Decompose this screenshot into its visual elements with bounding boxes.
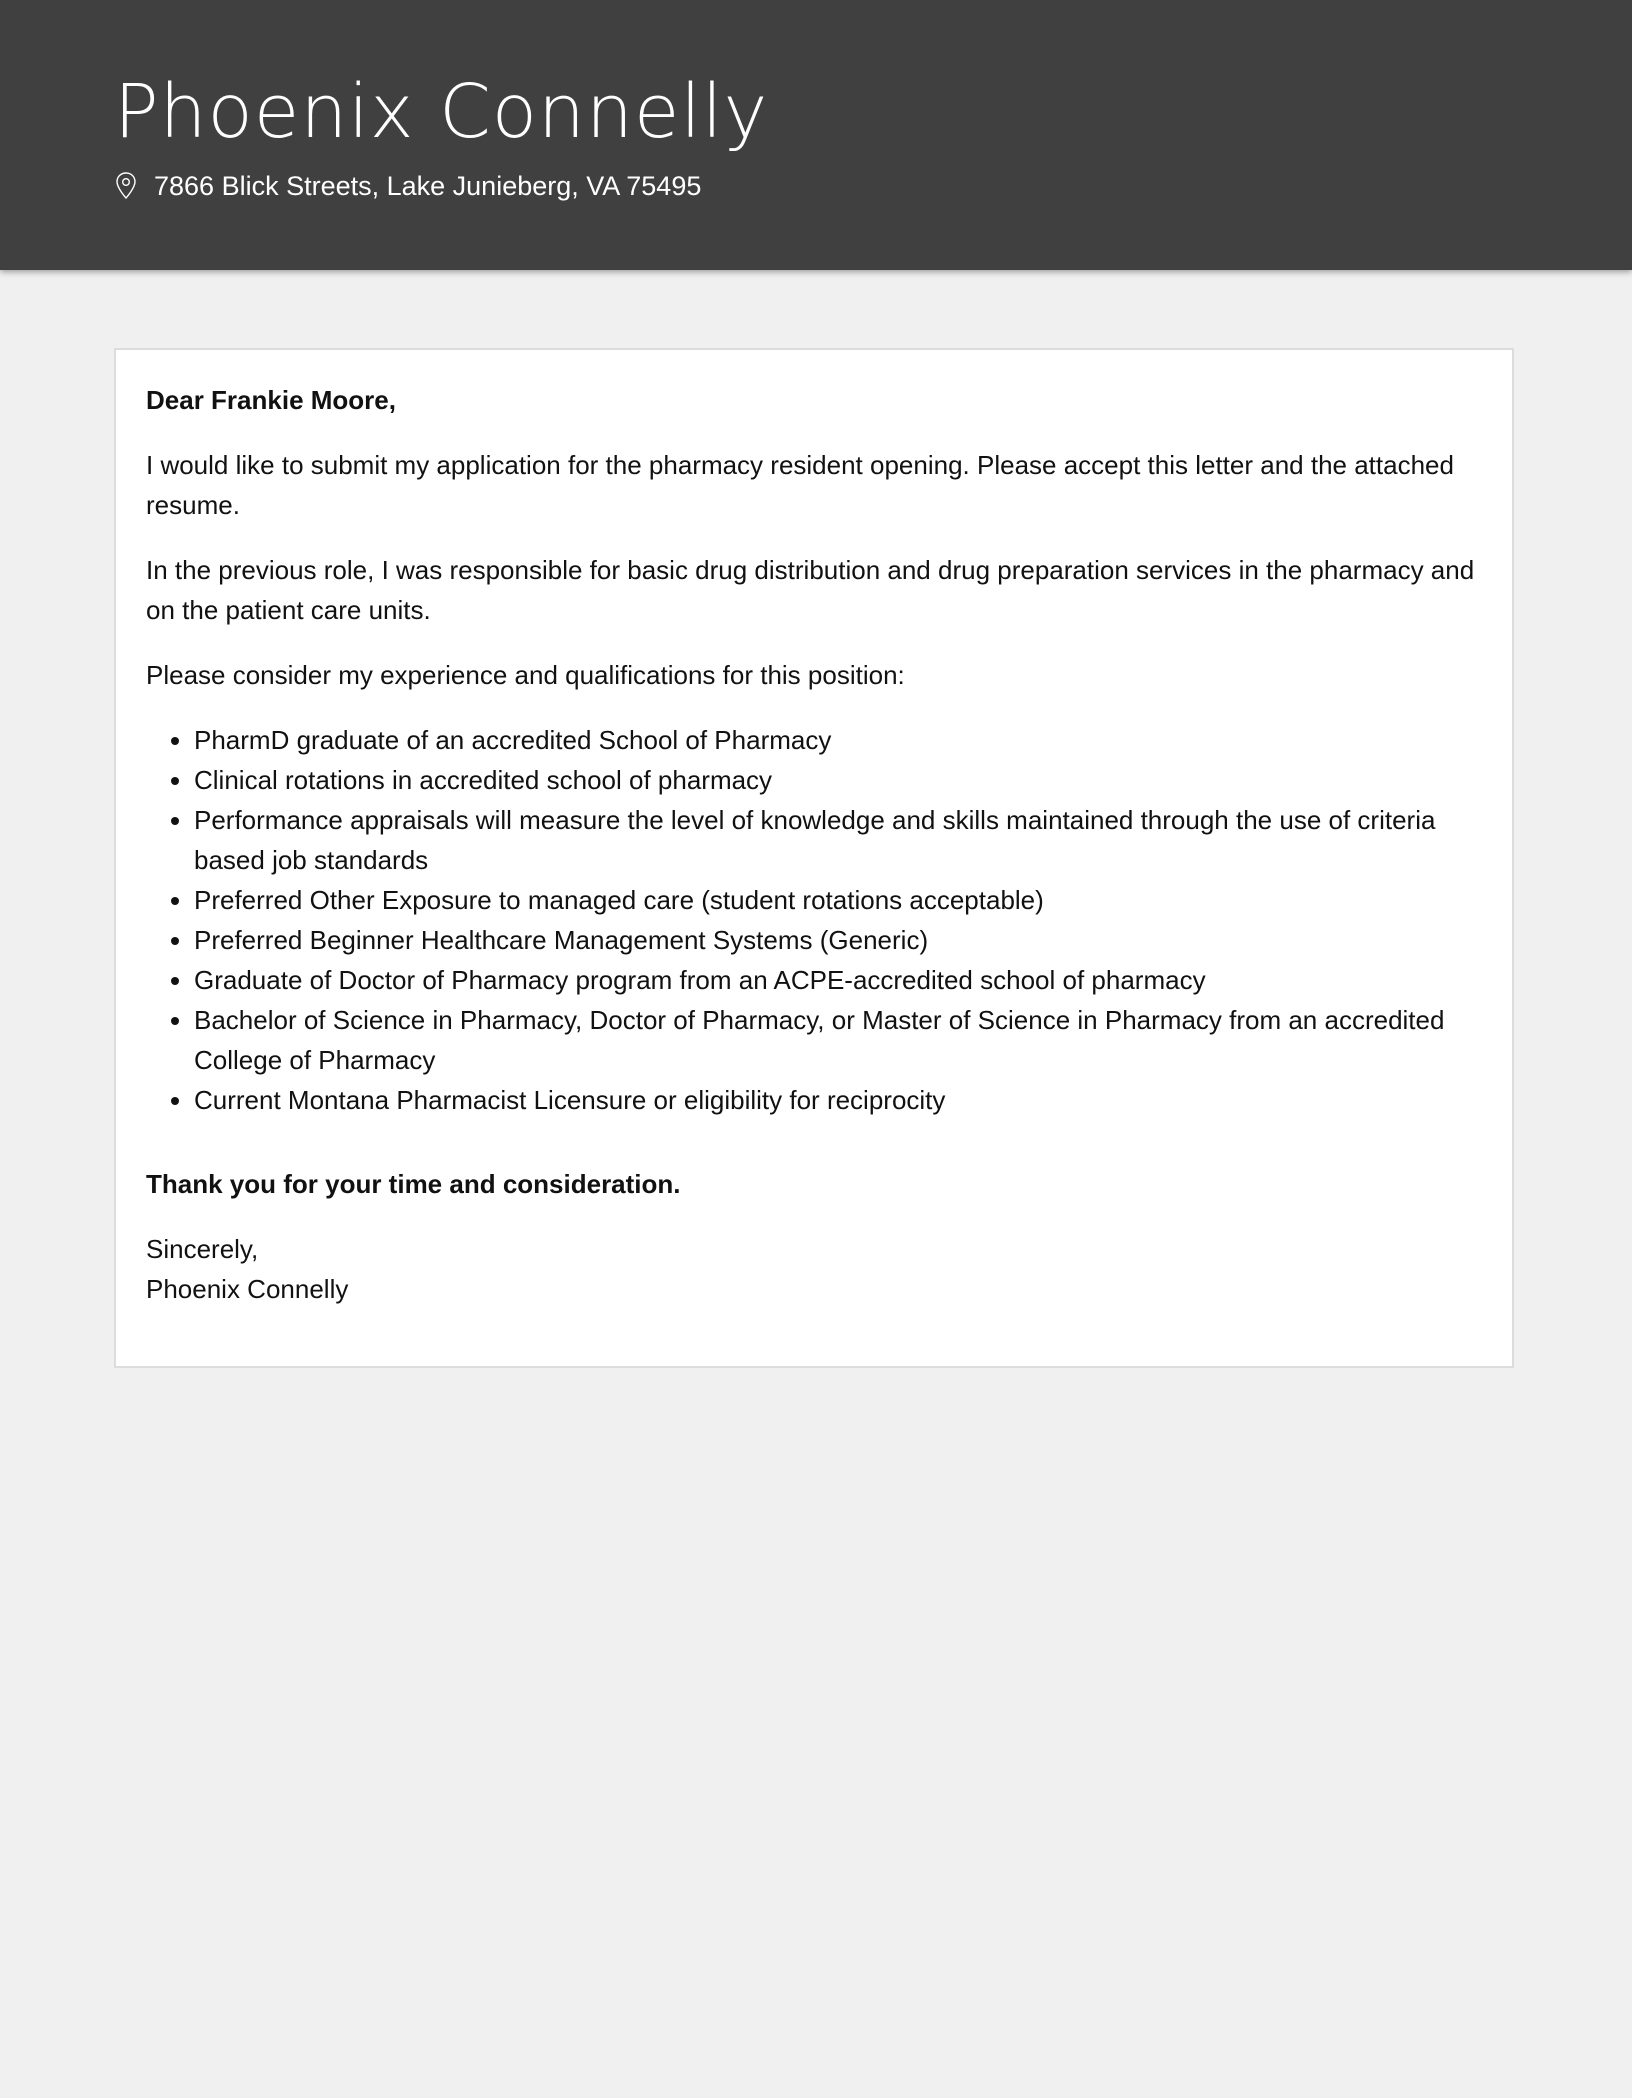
map-pin-icon bbox=[114, 171, 138, 201]
list-item: • Preferred Beginner Healthcare Management Systems (Generic) bbox=[194, 920, 1482, 960]
applicant-name: Phoenix Connelly bbox=[114, 69, 769, 155]
letter-paragraph-intro: I would like to submit my application for the pharmacy resident opening. Please accept this letter and the attached resume. bbox=[146, 450, 1454, 520]
list-item: • Bachelor of Science in Pharmacy, Doctor of Pharmacy, or Master of Science in Pharmacy from an accredited College of Pharmacy bbox=[194, 1000, 1482, 1080]
letter-paragraph-qualifications-intro: Please consider my experience and qualifications for this position: bbox=[146, 660, 905, 690]
list-item: • Performance appraisals will measure the level of knowledge and skills maintained through the use of criteria based job standards bbox=[194, 800, 1482, 880]
qualifications-list bbox=[146, 720, 1482, 1120]
letter-signature: Phoenix Connelly bbox=[146, 1274, 349, 1304]
letter-greeting: Dear Frankie Moore, bbox=[146, 385, 396, 415]
applicant-address bbox=[114, 166, 701, 206]
address-text: 7866 Blick Streets, Lake Junieberg, VA 75495 bbox=[154, 170, 702, 201]
list-item: • Current Montana Pharmacist Licensure or eligibility for reciprocity bbox=[194, 1080, 1482, 1120]
list-item: • PharmD graduate of an accredited School of Pharmacy bbox=[194, 720, 1482, 760]
letter-paragraph-experience: In the previous role, I was responsible for basic drug distribution and drug preparation services in the pharmacy and on the patient care units. bbox=[146, 555, 1475, 625]
page-header bbox=[0, 0, 1632, 270]
list-item: • Graduate of Doctor of Pharmacy program from an ACPE-accredited school of pharmacy bbox=[194, 960, 1482, 1000]
letter-signoff: Sincerely, bbox=[146, 1234, 259, 1264]
list-item: • Clinical rotations in accredited school of pharmacy bbox=[194, 760, 1482, 800]
list-item: • Preferred Other Exposure to managed care (student rotations acceptable) bbox=[194, 880, 1482, 920]
cover-letter bbox=[114, 348, 1514, 1368]
letter-closing: Thank you for your time and consideration. bbox=[146, 1169, 681, 1199]
